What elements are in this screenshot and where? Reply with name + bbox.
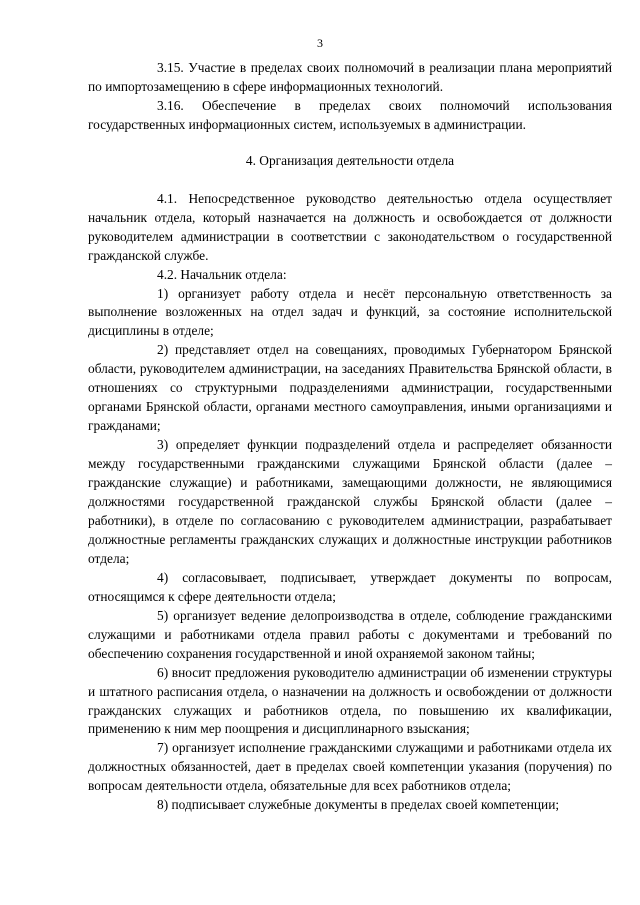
list-item-6: 6) вносит предложения руководителю администрации об изменении структуры и штатного расписания отдела, о назначении на должность и освобождении от должности гражданских служащих и работников отдела, по повышению их квалификации, применению к ним мер поощрения и дисциплинарного взыскания; <box>88 664 612 737</box>
paragraph-3-16: 3.16. Обеспечение в пределах своих полномочий использования государственных информационных систем, используемых в администрации. <box>88 97 612 132</box>
document-body <box>88 59 612 815</box>
list-item-2: 2) представляет отдел на совещаниях, проводимых Губернатором Брянской области, руководителем администрации, на заседаниях Правительства Брянской области, в отношениях со структурными подразделениями администрации, государственными органами Брянской области, органами местного самоуправления, иными организациями и гражданами; <box>88 342 612 434</box>
paragraph-4-2: 4.2. Начальник отдела: <box>157 266 287 282</box>
page-number: 3 <box>317 36 323 50</box>
list-item-7: 7) организует исполнение гражданскими служащими и работниками отдела их должностных обязанностей, дает в пределах своей компетенции указания (поручения) по вопросам деятельности отдела, обязательные для всех работников отдела; <box>88 740 612 794</box>
list-item-4: 4) согласовывает, подписывает, утверждает документы по вопросам, относящимся к сфере деятельности отдела; <box>88 569 612 604</box>
list-item-3: 3) определяет функции подразделений отдела и распределяет обязанности между государственными гражданскими служащими Брянской области (далее – гражданские служащие) и работниками, замещающими должности, не являющимися должностями государственной гражданской службы Брянской области (далее – работники), в отделе по согласованию с руководителем администрации, разрабатывает должностные регламенты гражданских служащих и должностные инструкции работников отдела; <box>88 437 612 566</box>
paragraph-3-15: 3.15. Участие в пределах своих полномочий в реализации плана мероприятий по импортозамещению в сфере информационных технологий. <box>88 60 612 94</box>
list-item-5: 5) организует ведение делопроизводства в отделе, соблюдение гражданскими служащими и работниками отдела правил работы с документами и требований по обеспечению сохранения государственной и иной охраняемой законом тайны; <box>88 607 612 661</box>
list-item-8: 8) подписывает служебные документы в пределах своей компетенции; <box>157 797 560 813</box>
list-item-1: 1) организует работу отдела и несёт персональную ответственность за выполнение возложенных на отдел задач и функций, за состояние исполнительской дисциплины в отделе; <box>88 285 612 339</box>
section-heading: 4. Организация деятельности отдела <box>245 152 455 168</box>
paragraph-4-1: 4.1. Непосредственное руководство деятельностью отдела осуществляет начальник отдела, который назначается на должность и освобождается от должности руководителем администрации в соответствии с законодательством о государственной гражданской службе. <box>88 190 612 263</box>
